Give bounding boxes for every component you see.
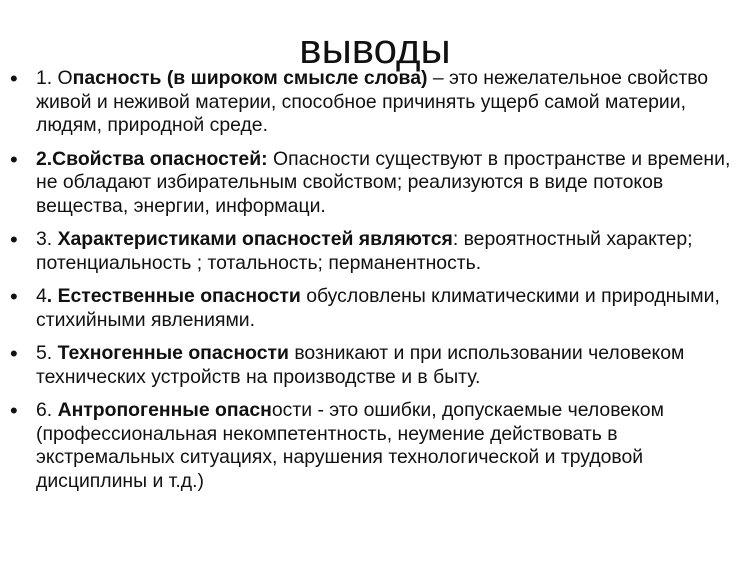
item-text: Опасности существуют в пространстве и времени, не обладают избирательным свойством; реализуются в виде потоков вещества, энергии, информаци. (36, 147, 731, 217)
item-prefix: 6. (36, 399, 58, 421)
item-term: Техногенные опасности (57, 342, 289, 364)
list-item (10, 342, 738, 389)
bullet-icon: • (10, 146, 18, 172)
item-text: ости - это ошибки, допускаемые человеком (профессиональная некомпетентность, неумение действовать в экстремальных ситуациях, нарушения технологической и трудовой дисциплины и т.д.) (36, 399, 664, 492)
bullet-icon: • (10, 341, 18, 366)
item-text: обусловлены климатическими и природными, стихийными явлениями. (36, 285, 720, 331)
bullet-icon: • (10, 66, 18, 91)
bullet-icon: • (10, 284, 18, 309)
item-term: Характеристиками опасностей являются (57, 228, 453, 250)
list-item (10, 148, 738, 219)
list-item (10, 67, 738, 138)
item-prefix: 3. (36, 228, 58, 250)
item-term: пасность (в широком смысле слова) (72, 67, 428, 89)
item-term: Антропогенные опасн (57, 399, 272, 421)
bullet-icon: • (10, 227, 18, 252)
slide-title: выводы (299, 25, 451, 72)
item-prefix: 5. (36, 342, 58, 364)
item-term: . Естественные опасности (46, 285, 301, 307)
item-term: 2.Свойства опасностей: (36, 147, 268, 170)
bullet-icon: • (10, 398, 18, 423)
list-item (10, 228, 738, 275)
item-prefix: 1. О (36, 67, 73, 89)
list-item (10, 399, 738, 493)
item-text: : вероятностный характер; потенциальность ; тотальность; перманентность. (36, 228, 693, 274)
item-prefix: 4 (36, 285, 47, 307)
item-text: возникают и при использовании человеком технических устройств на производстве и в быту. (36, 342, 685, 388)
item-text: – это нежелательное свойство живой и неживой материи, способное причинять ущерб самой материи, людям, природной среде. (36, 67, 709, 136)
conclusions-list (10, 67, 738, 503)
list-item (10, 285, 738, 332)
